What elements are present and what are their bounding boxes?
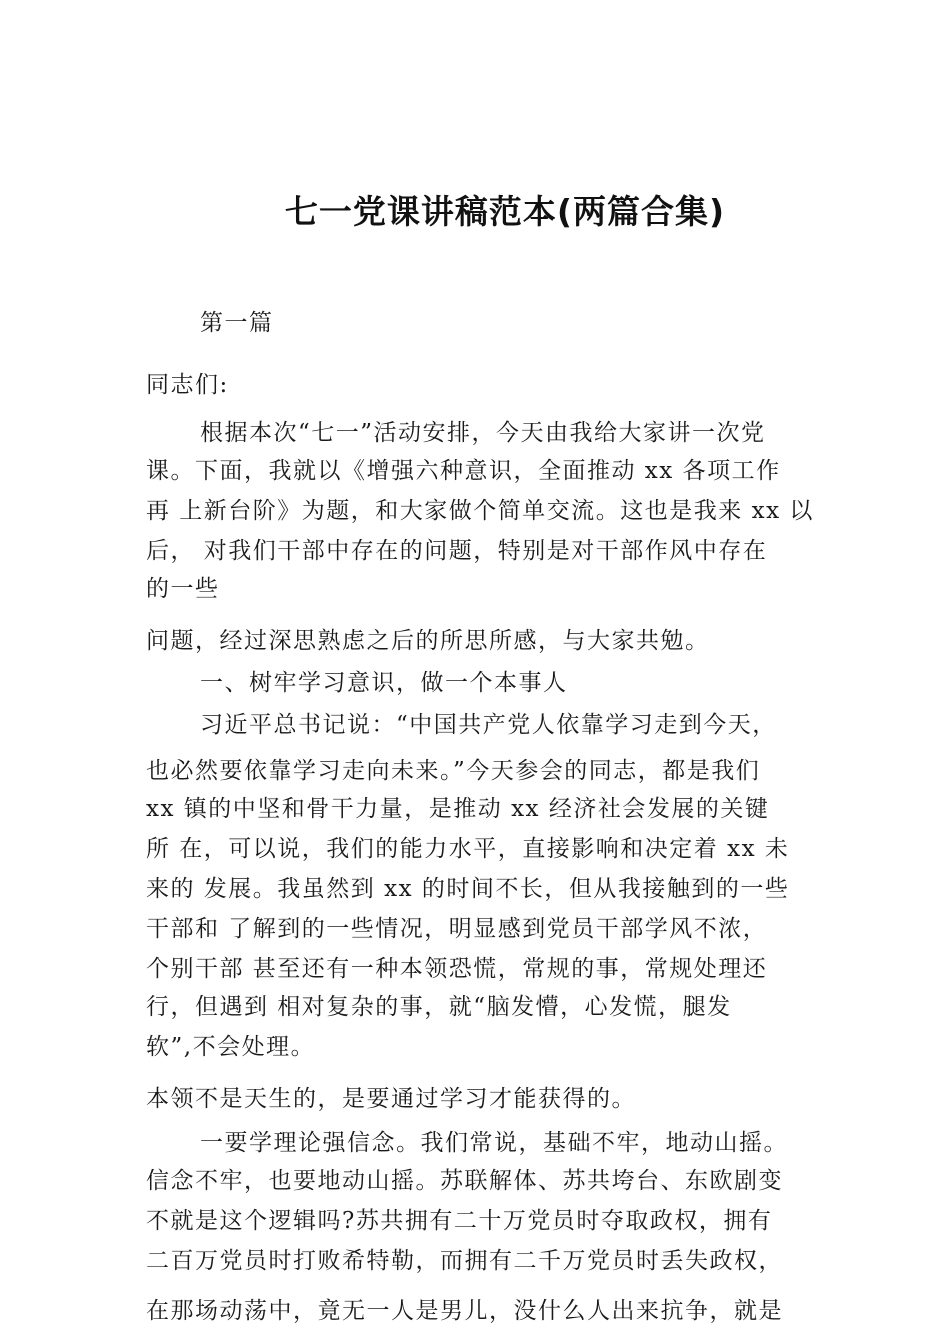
paragraph-line: 个别干部 甚至还有一种本领恐慌，常规的事，常规处理还: [146, 956, 768, 982]
paragraph-line: 的一些: [146, 576, 220, 602]
paragraph-line: 干部和 了解到的一些情况，明显感到党员干部学风不浓，: [146, 916, 768, 942]
paragraph-line: 一要学理论强信念。我们常说，基础不牢，地动山摇。: [200, 1130, 788, 1156]
paragraph-line: 课。下面，我就以《增强六种意识，全面推动 xx 各项工作: [146, 458, 781, 484]
paragraph-line: 所 在，可以说，我们的能力水平，直接影响和决定着 xx 未: [146, 836, 790, 862]
paragraph-line: 再 上新台阶》为题，和大家做个简单交流。这也是我来 xx 以: [146, 498, 814, 524]
section-heading: 一、树牢学习意识，做一个本事人: [200, 670, 568, 696]
paragraph-line: 也必然要依靠学习走向未来。”今天参会的同志，都是我们: [146, 758, 761, 784]
paragraph-line: 习近平总书记说：“中国共产党人依靠学习走到今天，: [200, 712, 777, 738]
paragraph-line: 行，但遇到 相对复杂的事，就“脑发懵，心发慌，腿发: [146, 994, 732, 1020]
section-label: 第一篇: [200, 310, 274, 336]
paragraph-line: 软”,不会处理。: [146, 1034, 316, 1060]
paragraph-line: 后， 对我们干部中存在的问题，特别是对干部作风中存在: [146, 538, 768, 564]
paragraph-line: 来的 发展。我虽然到 xx 的时间不长，但从我接触到的一些: [146, 876, 790, 902]
paragraph-line: 本领不是天生的，是要通过学习才能获得的。: [146, 1086, 636, 1112]
paragraph-line: xx 镇的中坚和骨干力量，是推动 xx 经济社会发展的关键: [146, 796, 770, 822]
paragraph-line: 信念不牢，也要地动山摇。苏联解体、苏共垮台、东欧剧变: [146, 1168, 783, 1194]
salutation: 同志们:: [146, 372, 229, 398]
paragraph-line: 问题，经过深思熟虑之后的所思所感，与大家共勉。: [146, 628, 710, 654]
paragraph-line: 不就是这个逻辑吗?苏共拥有二十万党员时夺取政权，拥有: [146, 1208, 773, 1234]
paragraph-line: 在那场动荡中，竟无一人是男儿，没什么人出来抗争，就是: [146, 1298, 783, 1324]
paragraph-line: 二百万党员时打败希特勒，而拥有二千万党员时丢失政权，: [146, 1248, 783, 1274]
paragraph-line: 根据本次“七一”活动安排，今天由我给大家讲一次党: [200, 420, 766, 446]
document-title: 七一党课讲稿范本(两篇合集): [284, 192, 726, 231]
